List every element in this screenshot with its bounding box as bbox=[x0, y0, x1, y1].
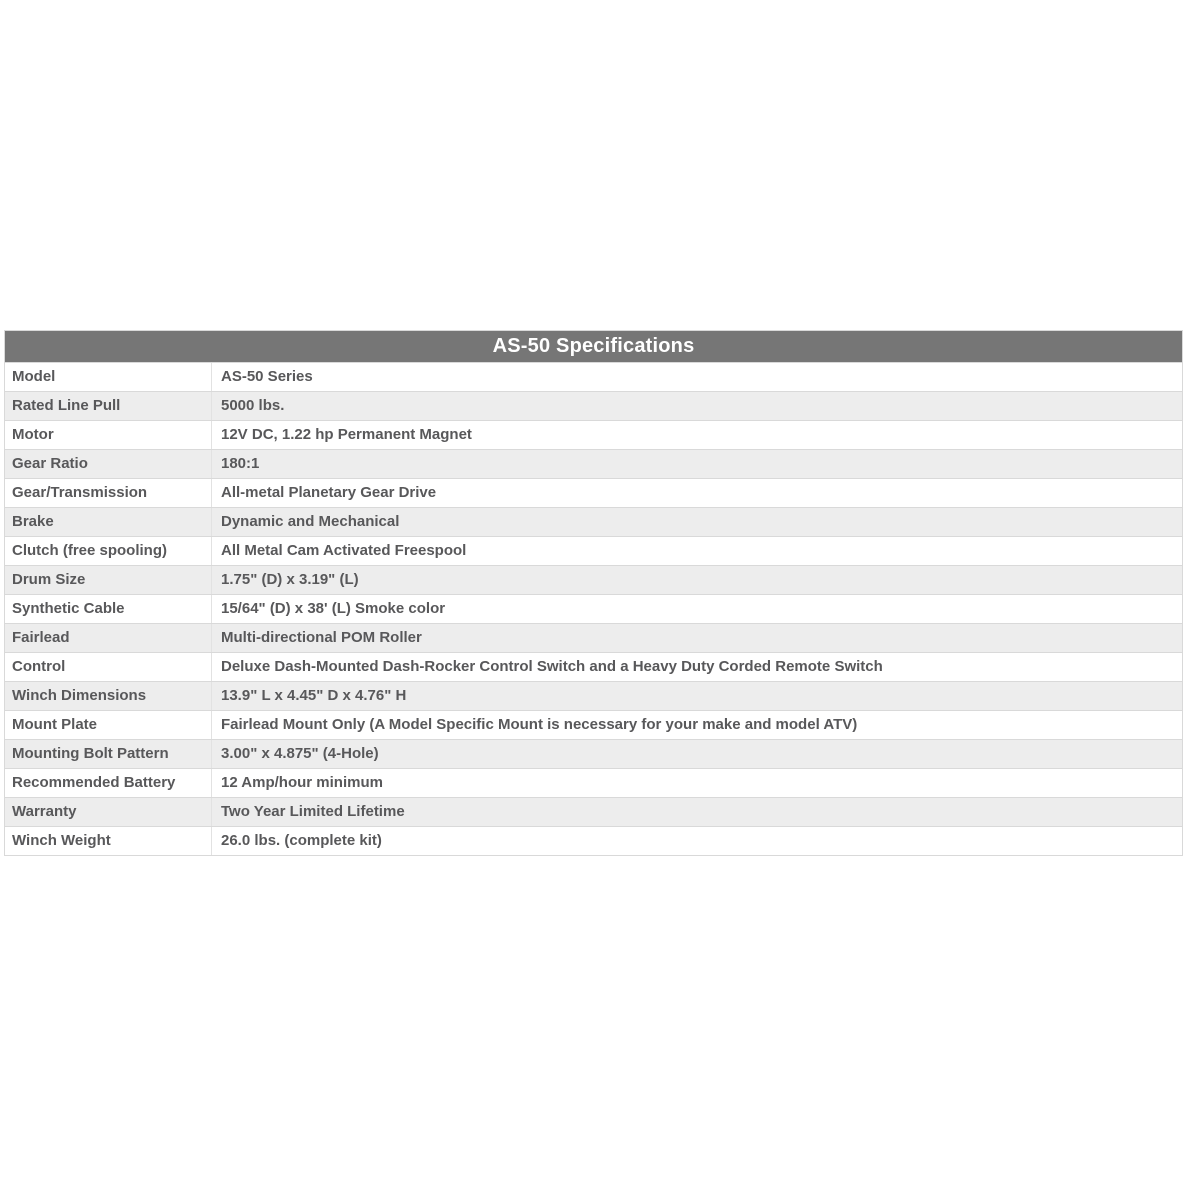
spec-label: Fairlead bbox=[5, 624, 212, 652]
table-row bbox=[5, 652, 1182, 681]
spec-value: Two Year Limited Lifetime bbox=[221, 803, 405, 820]
table-row bbox=[5, 768, 1182, 797]
spec-value: 180:1 bbox=[221, 455, 260, 472]
spec-value: AS-50 Series bbox=[221, 368, 313, 385]
table-row bbox=[5, 623, 1182, 652]
spec-value: 26.0 lbs. (complete kit) bbox=[221, 832, 382, 849]
spec-label: Winch Weight bbox=[5, 827, 212, 855]
spec-label: Drum Size bbox=[5, 566, 212, 594]
spec-value: 12 Amp/hour minimum bbox=[221, 774, 383, 791]
spec-label: Control bbox=[5, 653, 212, 681]
table-row bbox=[5, 594, 1182, 623]
spec-label: Clutch (free spooling) bbox=[5, 537, 212, 565]
table-row bbox=[5, 710, 1182, 739]
specifications-table bbox=[4, 330, 1183, 856]
table-row bbox=[5, 681, 1182, 710]
spec-value: 5000 lbs. bbox=[221, 397, 285, 414]
spec-value: 12V DC, 1.22 hp Permanent Magnet bbox=[221, 426, 472, 443]
spec-label: Winch Dimensions bbox=[5, 682, 212, 710]
table-row bbox=[5, 391, 1182, 420]
table-row bbox=[5, 449, 1182, 478]
spec-value: All Metal Cam Activated Freespool bbox=[221, 542, 467, 559]
spec-label: Mounting Bolt Pattern bbox=[5, 740, 212, 768]
table-title: AS-50 Specifications bbox=[5, 331, 1182, 362]
table-row bbox=[5, 826, 1182, 855]
spec-value: 13.9" L x 4.45" D x 4.76" H bbox=[221, 687, 407, 704]
table-row bbox=[5, 536, 1182, 565]
spec-label: Warranty bbox=[5, 798, 212, 826]
table-row bbox=[5, 565, 1182, 594]
spec-value: Deluxe Dash-Mounted Dash-Rocker Control Switch and a Heavy Duty Corded Remote Switch bbox=[221, 658, 883, 675]
spec-value: All-metal Planetary Gear Drive bbox=[221, 484, 437, 501]
spec-label: Recommended Battery bbox=[5, 769, 212, 797]
spec-value: 15/64" (D) x 38' (L) Smoke color bbox=[221, 600, 446, 617]
table-row bbox=[5, 478, 1182, 507]
spec-value: Dynamic and Mechanical bbox=[221, 513, 400, 530]
spec-label: Rated Line Pull bbox=[5, 392, 212, 420]
spec-label: Brake bbox=[5, 508, 212, 536]
table-row bbox=[5, 420, 1182, 449]
table-row bbox=[5, 739, 1182, 768]
table-row bbox=[5, 362, 1182, 391]
spec-value: Multi-directional POM Roller bbox=[221, 629, 422, 646]
spec-label: Gear/Transmission bbox=[5, 479, 212, 507]
table-row bbox=[5, 797, 1182, 826]
spec-value: 1.75" (D) x 3.19" (L) bbox=[221, 571, 359, 588]
spec-label: Mount Plate bbox=[5, 711, 212, 739]
spec-value: 3.00" x 4.875" (4-Hole) bbox=[221, 745, 379, 762]
spec-label: Synthetic Cable bbox=[5, 595, 212, 623]
spec-label: Model bbox=[5, 363, 212, 391]
spec-value: Fairlead Mount Only (A Model Specific Mount is necessary for your make and model ATV) bbox=[221, 716, 858, 733]
spec-label: Gear Ratio bbox=[5, 450, 212, 478]
table-row bbox=[5, 507, 1182, 536]
spec-label: Motor bbox=[5, 421, 212, 449]
